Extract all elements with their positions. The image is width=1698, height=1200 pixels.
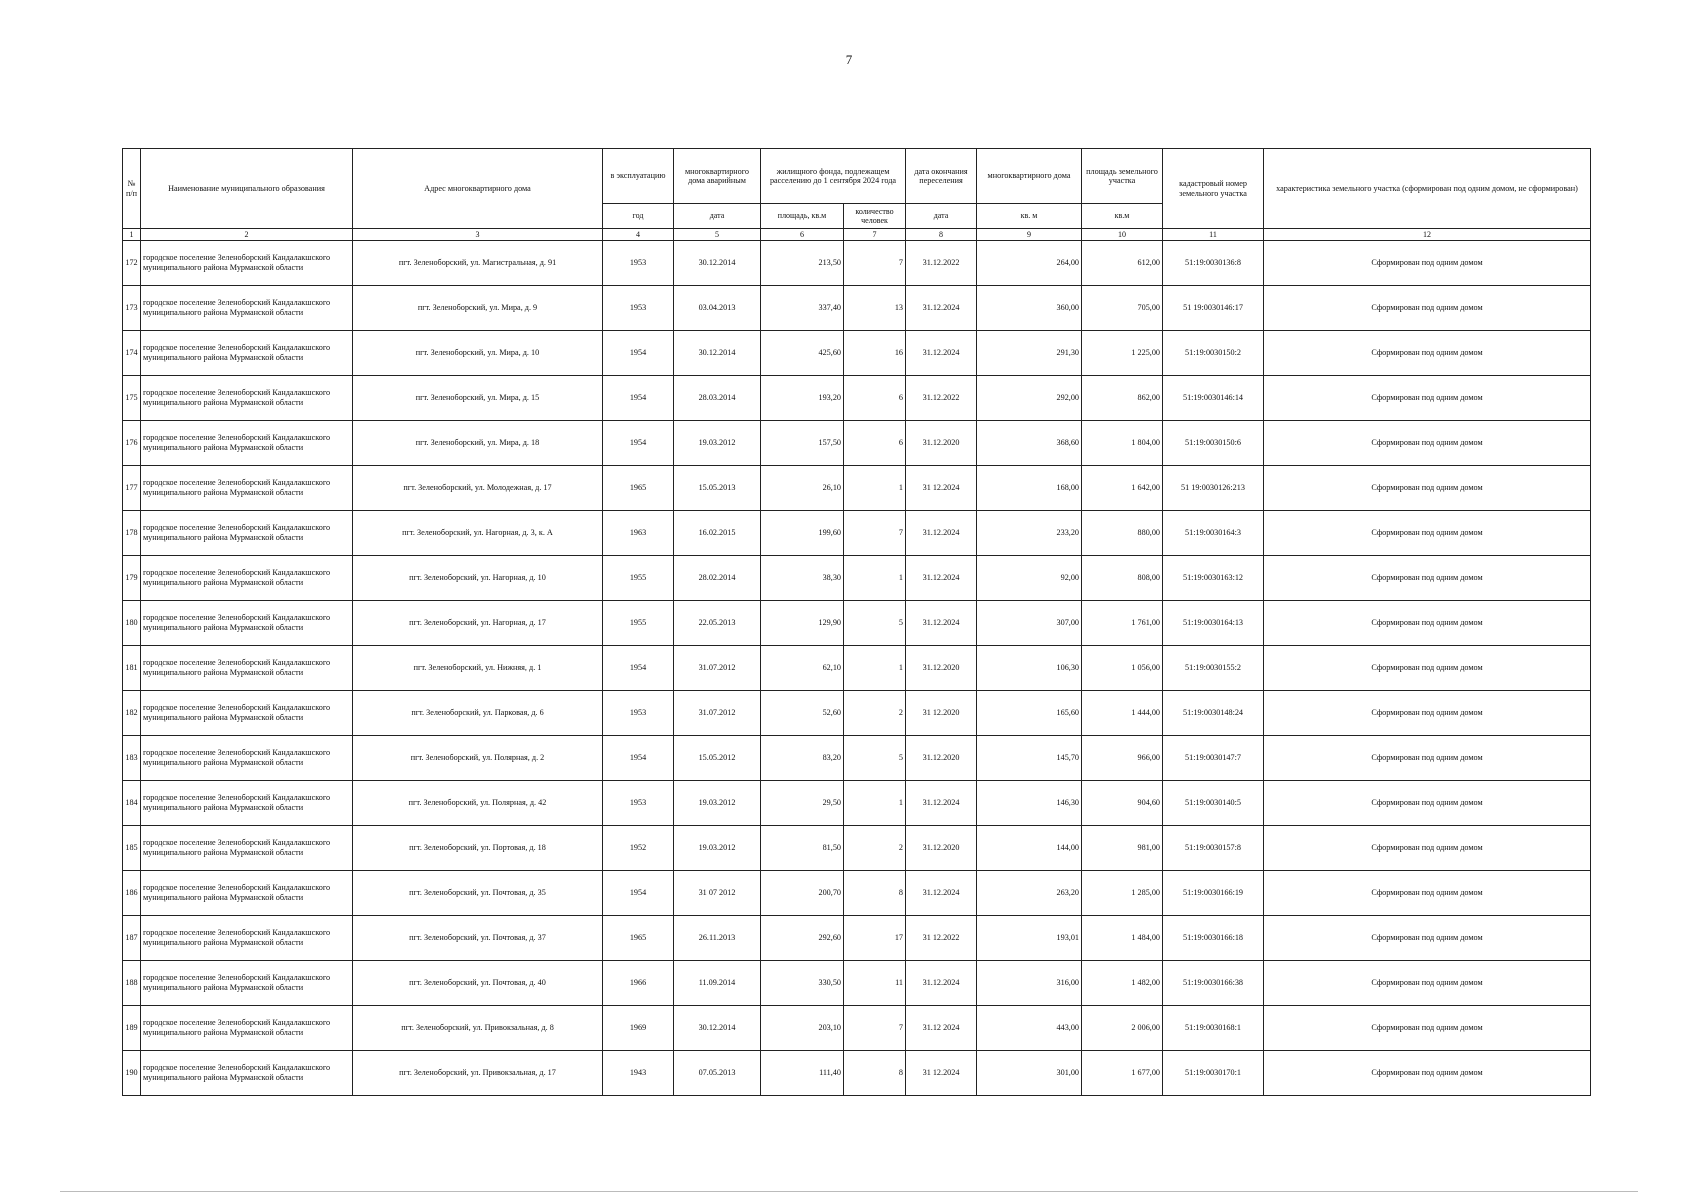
year-cell: 1966 bbox=[603, 961, 674, 1006]
table-row bbox=[123, 1006, 1591, 1051]
subheader-persons: количество человек bbox=[844, 204, 906, 229]
cadastral-number-cell: 51:19:0030140:5 bbox=[1163, 781, 1264, 826]
emergency-date-cell: 15.05.2013 bbox=[674, 466, 761, 511]
year-cell: 1965 bbox=[603, 916, 674, 961]
col-number: 9 bbox=[977, 229, 1082, 241]
table-row bbox=[123, 826, 1591, 871]
emergency-date-cell: 30.12.2014 bbox=[674, 1006, 761, 1051]
municipality-cell: городское поселение Зеленоборский Кандалакшского муниципального района Мурманской области bbox=[141, 556, 353, 601]
col-number: 1 bbox=[123, 229, 141, 241]
emergency-date-cell: 31.07.2012 bbox=[674, 691, 761, 736]
land-area-cell: 612,00 bbox=[1082, 241, 1163, 286]
land-characteristic-cell: Сформирован под одним домом bbox=[1264, 421, 1591, 466]
municipality-cell: городское поселение Зеленоборский Кандалакшского муниципального района Мурманской области bbox=[141, 646, 353, 691]
address-cell: пгт. Зеленоборский, ул. Полярная, д. 42 bbox=[353, 781, 603, 826]
cadastral-number-cell: 51:19:0030155:2 bbox=[1163, 646, 1264, 691]
emergency-date-cell: 07.05.2013 bbox=[674, 1051, 761, 1096]
municipality-cell: городское поселение Зеленоборский Кандалакшского муниципального района Мурманской области bbox=[141, 466, 353, 511]
header-end-date: дата окончания переселения bbox=[906, 149, 977, 204]
cadastral-number-cell: 51 19:0030126:213 bbox=[1163, 466, 1264, 511]
row-number: 182 bbox=[123, 691, 141, 736]
cadastral-number-cell: 51 19:0030146:17 bbox=[1163, 286, 1264, 331]
persons-cell: 1 bbox=[844, 466, 906, 511]
emergency-date-cell: 26.11.2013 bbox=[674, 916, 761, 961]
subheader-area: площадь, кв.м bbox=[761, 204, 844, 229]
land-area-cell: 904,60 bbox=[1082, 781, 1163, 826]
municipality-cell: городское поселение Зеленоборский Кандалакшского муниципального района Мурманской области bbox=[141, 511, 353, 556]
municipality-cell: городское поселение Зеленоборский Кандалакшского муниципального района Мурманской области bbox=[141, 916, 353, 961]
area-cell: 199,60 bbox=[761, 511, 844, 556]
address-cell: пгт. Зеленоборский, ул. Привокзальная, д. 8 bbox=[353, 1006, 603, 1051]
end-date-cell: 31.12.2020 bbox=[906, 736, 977, 781]
row-number: 186 bbox=[123, 871, 141, 916]
table-row bbox=[123, 376, 1591, 421]
persons-cell: 2 bbox=[844, 691, 906, 736]
persons-cell: 1 bbox=[844, 556, 906, 601]
land-area-cell: 862,00 bbox=[1082, 376, 1163, 421]
address-cell: пгт. Зеленоборский, ул. Почтовая, д. 40 bbox=[353, 961, 603, 1006]
header-resettlement: жилищного фонда, подлежащем расселению до 1 сентября 2024 года bbox=[761, 149, 906, 204]
land-characteristic-cell: Сформирован под одним домом bbox=[1264, 556, 1591, 601]
header-municipality: Наименование муниципального образования bbox=[141, 149, 353, 229]
municipality-cell: городское поселение Зеленоборский Кандалакшского муниципального района Мурманской области bbox=[141, 826, 353, 871]
row-number: 177 bbox=[123, 466, 141, 511]
municipality-cell: городское поселение Зеленоборский Кандалакшского муниципального района Мурманской области bbox=[141, 1006, 353, 1051]
table-row bbox=[123, 601, 1591, 646]
address-cell: пгт. Зеленоборский, ул. Почтовая, д. 37 bbox=[353, 916, 603, 961]
year-cell: 1955 bbox=[603, 556, 674, 601]
persons-cell: 13 bbox=[844, 286, 906, 331]
land-characteristic-cell: Сформирован под одним домом bbox=[1264, 871, 1591, 916]
municipality-cell: городское поселение Зеленоборский Кандалакшского муниципального района Мурманской области bbox=[141, 1051, 353, 1096]
address-cell: пгт. Зеленоборский, ул. Почтовая, д. 35 bbox=[353, 871, 603, 916]
row-number: 173 bbox=[123, 286, 141, 331]
house-area-cell: 301,00 bbox=[977, 1051, 1082, 1096]
land-area-cell: 1 484,00 bbox=[1082, 916, 1163, 961]
emergency-date-cell: 16.02.2015 bbox=[674, 511, 761, 556]
cadastral-number-cell: 51:19:0030166:38 bbox=[1163, 961, 1264, 1006]
cadastral-number-cell: 51:19:0030163:12 bbox=[1163, 556, 1264, 601]
house-area-cell: 145,70 bbox=[977, 736, 1082, 781]
area-cell: 83,20 bbox=[761, 736, 844, 781]
row-number: 184 bbox=[123, 781, 141, 826]
land-characteristic-cell: Сформирован под одним домом bbox=[1264, 241, 1591, 286]
table-row bbox=[123, 466, 1591, 511]
address-cell: пгт. Зеленоборский, ул. Привокзальная, д. 17 bbox=[353, 1051, 603, 1096]
house-area-cell: 443,00 bbox=[977, 1006, 1082, 1051]
year-cell: 1954 bbox=[603, 376, 674, 421]
area-cell: 292,60 bbox=[761, 916, 844, 961]
municipality-cell: городское поселение Зеленоборский Кандалакшского муниципального района Мурманской области bbox=[141, 601, 353, 646]
land-characteristic-cell: Сформирован под одним домом bbox=[1264, 601, 1591, 646]
area-cell: 26,10 bbox=[761, 466, 844, 511]
emergency-date-cell: 11.09.2014 bbox=[674, 961, 761, 1006]
persons-cell: 17 bbox=[844, 916, 906, 961]
emergency-date-cell: 15.05.2012 bbox=[674, 736, 761, 781]
col-number: 7 bbox=[844, 229, 906, 241]
header-address: Адрес многоквартирного дома bbox=[353, 149, 603, 229]
land-characteristic-cell: Сформирован под одним домом bbox=[1264, 1051, 1591, 1096]
land-characteristic-cell: Сформирован под одним домом bbox=[1264, 286, 1591, 331]
land-characteristic-cell: Сформирован под одним домом bbox=[1264, 916, 1591, 961]
address-cell: пгт. Зеленоборский, ул. Нижняя, д. 1 bbox=[353, 646, 603, 691]
municipality-cell: городское поселение Зеленоборский Кандалакшского муниципального района Мурманской области bbox=[141, 421, 353, 466]
cadastral-number-cell: 51:19:0030147:7 bbox=[1163, 736, 1264, 781]
end-date-cell: 31 12.2022 bbox=[906, 916, 977, 961]
land-area-cell: 1 482,00 bbox=[1082, 961, 1163, 1006]
row-number: 185 bbox=[123, 826, 141, 871]
year-cell: 1953 bbox=[603, 286, 674, 331]
area-cell: 38,30 bbox=[761, 556, 844, 601]
table-row bbox=[123, 871, 1591, 916]
municipality-cell: городское поселение Зеленоборский Кандалакшского муниципального района Мурманской области bbox=[141, 691, 353, 736]
house-area-cell: 360,00 bbox=[977, 286, 1082, 331]
table-row bbox=[123, 1051, 1591, 1096]
col-number: 5 bbox=[674, 229, 761, 241]
end-date-cell: 31 12.2024 bbox=[906, 1051, 977, 1096]
year-cell: 1954 bbox=[603, 736, 674, 781]
house-area-cell: 263,20 bbox=[977, 871, 1082, 916]
municipality-cell: городское поселение Зеленоборский Кандалакшского муниципального района Мурманской области bbox=[141, 961, 353, 1006]
table-row bbox=[123, 961, 1591, 1006]
row-number: 181 bbox=[123, 646, 141, 691]
land-area-cell: 981,00 bbox=[1082, 826, 1163, 871]
municipality-cell: городское поселение Зеленоборский Кандалакшского муниципального района Мурманской области bbox=[141, 286, 353, 331]
housing-register-table bbox=[122, 148, 1591, 1096]
table-row bbox=[123, 646, 1591, 691]
year-cell: 1955 bbox=[603, 601, 674, 646]
address-cell: пгт. Зеленоборский, ул. Парковая, д. 6 bbox=[353, 691, 603, 736]
end-date-cell: 31.12.2020 bbox=[906, 826, 977, 871]
end-date-cell: 31.12.2020 bbox=[906, 421, 977, 466]
table-row bbox=[123, 736, 1591, 781]
house-area-cell: 165,60 bbox=[977, 691, 1082, 736]
address-cell: пгт. Зеленоборский, ул. Магистральная, д. 91 bbox=[353, 241, 603, 286]
subheader-land-area: кв.м bbox=[1082, 204, 1163, 229]
column-number-row bbox=[123, 229, 1591, 241]
address-cell: пгт. Зеленоборский, ул. Мира, д. 9 bbox=[353, 286, 603, 331]
house-area-cell: 146,30 bbox=[977, 781, 1082, 826]
end-date-cell: 31.12 2024 bbox=[906, 1006, 977, 1051]
land-characteristic-cell: Сформирован под одним домом bbox=[1264, 826, 1591, 871]
persons-cell: 6 bbox=[844, 376, 906, 421]
end-date-cell: 31.12.2024 bbox=[906, 511, 977, 556]
subheader-date: дата bbox=[674, 204, 761, 229]
cadastral-number-cell: 51:19:0030146:14 bbox=[1163, 376, 1264, 421]
land-area-cell: 705,00 bbox=[1082, 286, 1163, 331]
area-cell: 52,60 bbox=[761, 691, 844, 736]
row-number: 174 bbox=[123, 331, 141, 376]
persons-cell: 5 bbox=[844, 601, 906, 646]
end-date-cell: 31.12.2024 bbox=[906, 961, 977, 1006]
col-number: 2 bbox=[141, 229, 353, 241]
end-date-cell: 31 12.2024 bbox=[906, 466, 977, 511]
house-area-cell: 307,00 bbox=[977, 601, 1082, 646]
emergency-date-cell: 03.04.2013 bbox=[674, 286, 761, 331]
table-row bbox=[123, 286, 1591, 331]
municipality-cell: городское поселение Зеленоборский Кандалакшского муниципального района Мурманской области bbox=[141, 376, 353, 421]
page-number: 7 bbox=[845, 52, 853, 67]
land-characteristic-cell: Сформирован под одним домом bbox=[1264, 376, 1591, 421]
row-number: 178 bbox=[123, 511, 141, 556]
land-characteristic-cell: Сформирован под одним домом bbox=[1264, 466, 1591, 511]
year-cell: 1969 bbox=[603, 1006, 674, 1051]
land-characteristic-cell: Сформирован под одним домом bbox=[1264, 691, 1591, 736]
end-date-cell: 31.12.2024 bbox=[906, 601, 977, 646]
persons-cell: 16 bbox=[844, 331, 906, 376]
table-row bbox=[123, 916, 1591, 961]
land-area-cell: 1 225,00 bbox=[1082, 331, 1163, 376]
cadastral-number-cell: 51:19:0030148:24 bbox=[1163, 691, 1264, 736]
area-cell: 193,20 bbox=[761, 376, 844, 421]
end-date-cell: 31.12.2024 bbox=[906, 331, 977, 376]
house-area-cell: 92,00 bbox=[977, 556, 1082, 601]
end-date-cell: 31.12.2024 bbox=[906, 871, 977, 916]
municipality-cell: городское поселение Зеленоборский Кандалакшского муниципального района Мурманской области bbox=[141, 331, 353, 376]
land-characteristic-cell: Сформирован под одним домом bbox=[1264, 961, 1591, 1006]
address-cell: пгт. Зеленоборский, ул. Нагорная, д. 17 bbox=[353, 601, 603, 646]
area-cell: 29,50 bbox=[761, 781, 844, 826]
area-cell: 425,60 bbox=[761, 331, 844, 376]
col-number: 12 bbox=[1264, 229, 1591, 241]
persons-cell: 7 bbox=[844, 241, 906, 286]
row-number: 187 bbox=[123, 916, 141, 961]
end-date-cell: 31.12.2022 bbox=[906, 376, 977, 421]
land-characteristic-cell: Сформирован под одним домом bbox=[1264, 1006, 1591, 1051]
row-number: 188 bbox=[123, 961, 141, 1006]
house-area-cell: 106,30 bbox=[977, 646, 1082, 691]
col-number: 4 bbox=[603, 229, 674, 241]
end-date-cell: 31.12.2024 bbox=[906, 781, 977, 826]
table-row bbox=[123, 556, 1591, 601]
cadastral-number-cell: 51:19:0030150:6 bbox=[1163, 421, 1264, 466]
year-cell: 1953 bbox=[603, 781, 674, 826]
land-area-cell: 2 006,00 bbox=[1082, 1006, 1163, 1051]
house-area-cell: 233,20 bbox=[977, 511, 1082, 556]
header-num: № п/п bbox=[123, 149, 141, 229]
persons-cell: 8 bbox=[844, 1051, 906, 1096]
land-area-cell: 1 761,00 bbox=[1082, 601, 1163, 646]
land-area-cell: 1 642,00 bbox=[1082, 466, 1163, 511]
year-cell: 1954 bbox=[603, 331, 674, 376]
municipality-cell: городское поселение Зеленоборский Кандалакшского муниципального района Мурманской области bbox=[141, 781, 353, 826]
row-number: 190 bbox=[123, 1051, 141, 1096]
land-area-cell: 1 285,00 bbox=[1082, 871, 1163, 916]
end-date-cell: 31.12.2024 bbox=[906, 286, 977, 331]
land-area-cell: 966,00 bbox=[1082, 736, 1163, 781]
header-land-char: характеристика земельного участка (сформирован под одним домом, не сформирован) bbox=[1264, 149, 1591, 229]
land-characteristic-cell: Сформирован под одним домом bbox=[1264, 331, 1591, 376]
row-number: 180 bbox=[123, 601, 141, 646]
cadastral-number-cell: 51:19:0030166:19 bbox=[1163, 871, 1264, 916]
address-cell: пгт. Зеленоборский, ул. Мира, д. 15 bbox=[353, 376, 603, 421]
row-number: 183 bbox=[123, 736, 141, 781]
col-number: 10 bbox=[1082, 229, 1163, 241]
emergency-date-cell: 28.02.2014 bbox=[674, 556, 761, 601]
area-cell: 157,50 bbox=[761, 421, 844, 466]
persons-cell: 5 bbox=[844, 736, 906, 781]
land-area-cell: 880,00 bbox=[1082, 511, 1163, 556]
area-cell: 62,10 bbox=[761, 646, 844, 691]
emergency-date-cell: 22.05.2013 bbox=[674, 601, 761, 646]
land-area-cell: 1 804,00 bbox=[1082, 421, 1163, 466]
col-number: 3 bbox=[353, 229, 603, 241]
end-date-cell: 31 12.2020 bbox=[906, 691, 977, 736]
persons-cell: 1 bbox=[844, 781, 906, 826]
area-cell: 81,50 bbox=[761, 826, 844, 871]
col-number: 6 bbox=[761, 229, 844, 241]
header-row bbox=[123, 149, 1591, 204]
municipality-cell: городское поселение Зеленоборский Кандалакшского муниципального района Мурманской области bbox=[141, 871, 353, 916]
row-number: 189 bbox=[123, 1006, 141, 1051]
page-bottom-line bbox=[60, 1191, 1638, 1192]
end-date-cell: 31.12.2024 bbox=[906, 556, 977, 601]
land-characteristic-cell: Сформирован под одним домом bbox=[1264, 781, 1591, 826]
area-cell: 111,40 bbox=[761, 1051, 844, 1096]
year-cell: 1965 bbox=[603, 466, 674, 511]
subheader-end-date: дата bbox=[906, 204, 977, 229]
year-cell: 1953 bbox=[603, 241, 674, 286]
col-number: 11 bbox=[1163, 229, 1264, 241]
row-number: 172 bbox=[123, 241, 141, 286]
persons-cell: 11 bbox=[844, 961, 906, 1006]
municipality-cell: городское поселение Зеленоборский Кандалакшского муниципального района Мурманской области bbox=[141, 736, 353, 781]
table-row bbox=[123, 421, 1591, 466]
persons-cell: 6 bbox=[844, 421, 906, 466]
row-number: 175 bbox=[123, 376, 141, 421]
area-cell: 203,10 bbox=[761, 1006, 844, 1051]
header-cadastral: кадастровый номер земельного участка bbox=[1163, 149, 1264, 229]
land-area-cell: 808,00 bbox=[1082, 556, 1163, 601]
end-date-cell: 31.12.2022 bbox=[906, 241, 977, 286]
address-cell: пгт. Зеленоборский, ул. Молодежная, д. 17 bbox=[353, 466, 603, 511]
municipality-cell: городское поселение Зеленоборский Кандалакшского муниципального района Мурманской области bbox=[141, 241, 353, 286]
area-cell: 213,50 bbox=[761, 241, 844, 286]
area-cell: 129,90 bbox=[761, 601, 844, 646]
row-number: 176 bbox=[123, 421, 141, 466]
house-area-cell: 264,00 bbox=[977, 241, 1082, 286]
area-cell: 337,40 bbox=[761, 286, 844, 331]
house-area-cell: 291,30 bbox=[977, 331, 1082, 376]
address-cell: пгт. Зеленоборский, ул. Мира, д. 10 bbox=[353, 331, 603, 376]
year-cell: 1952 bbox=[603, 826, 674, 871]
end-date-cell: 31.12.2020 bbox=[906, 646, 977, 691]
house-area-cell: 368,60 bbox=[977, 421, 1082, 466]
land-area-cell: 1 677,00 bbox=[1082, 1051, 1163, 1096]
header-emergency: многоквартирного дома аварийным bbox=[674, 149, 761, 204]
house-area-cell: 316,00 bbox=[977, 961, 1082, 1006]
emergency-date-cell: 30.12.2014 bbox=[674, 331, 761, 376]
address-cell: пгт. Зеленоборский, ул. Мира, д. 18 bbox=[353, 421, 603, 466]
row-number: 179 bbox=[123, 556, 141, 601]
cadastral-number-cell: 51:19:0030136:8 bbox=[1163, 241, 1264, 286]
area-cell: 330,50 bbox=[761, 961, 844, 1006]
house-area-cell: 168,00 bbox=[977, 466, 1082, 511]
persons-cell: 8 bbox=[844, 871, 906, 916]
emergency-date-cell: 19.03.2012 bbox=[674, 421, 761, 466]
year-cell: 1954 bbox=[603, 646, 674, 691]
house-area-cell: 193,01 bbox=[977, 916, 1082, 961]
address-cell: пгт. Зеленоборский, ул. Портовая, д. 18 bbox=[353, 826, 603, 871]
land-area-cell: 1 444,00 bbox=[1082, 691, 1163, 736]
cadastral-number-cell: 51:19:0030166:18 bbox=[1163, 916, 1264, 961]
cadastral-number-cell: 51:19:0030168:1 bbox=[1163, 1006, 1264, 1051]
year-cell: 1943 bbox=[603, 1051, 674, 1096]
land-characteristic-cell: Сформирован под одним домом bbox=[1264, 511, 1591, 556]
table-row bbox=[123, 691, 1591, 736]
cadastral-number-cell: 51:19:0030164:13 bbox=[1163, 601, 1264, 646]
emergency-date-cell: 19.03.2012 bbox=[674, 826, 761, 871]
table-row bbox=[123, 331, 1591, 376]
emergency-date-cell: 30.12.2014 bbox=[674, 241, 761, 286]
header-commissioning: в эксплуатацию bbox=[603, 149, 674, 204]
header-house-area: многоквартирного дома bbox=[977, 149, 1082, 204]
cadastral-number-cell: 51:19:0030170:1 bbox=[1163, 1051, 1264, 1096]
area-cell: 200,70 bbox=[761, 871, 844, 916]
land-characteristic-cell: Сформирован под одним домом bbox=[1264, 646, 1591, 691]
table-row bbox=[123, 241, 1591, 286]
emergency-date-cell: 31.07.2012 bbox=[674, 646, 761, 691]
col-number: 8 bbox=[906, 229, 977, 241]
address-cell: пгт. Зеленоборский, ул. Нагорная, д. 3, к. А bbox=[353, 511, 603, 556]
address-cell: пгт. Зеленоборский, ул. Полярная, д. 2 bbox=[353, 736, 603, 781]
cadastral-number-cell: 51:19:0030164:3 bbox=[1163, 511, 1264, 556]
house-area-cell: 292,00 bbox=[977, 376, 1082, 421]
land-area-cell: 1 056,00 bbox=[1082, 646, 1163, 691]
table-row bbox=[123, 511, 1591, 556]
subheader-house-area: кв. м bbox=[977, 204, 1082, 229]
emergency-date-cell: 28.03.2014 bbox=[674, 376, 761, 421]
table-row bbox=[123, 781, 1591, 826]
year-cell: 1953 bbox=[603, 691, 674, 736]
cadastral-number-cell: 51:19:0030157:8 bbox=[1163, 826, 1264, 871]
emergency-date-cell: 19.03.2012 bbox=[674, 781, 761, 826]
year-cell: 1954 bbox=[603, 871, 674, 916]
persons-cell: 7 bbox=[844, 511, 906, 556]
header-land-area: площадь земельного участка bbox=[1082, 149, 1163, 204]
persons-cell: 7 bbox=[844, 1006, 906, 1051]
cadastral-number-cell: 51:19:0030150:2 bbox=[1163, 331, 1264, 376]
year-cell: 1954 bbox=[603, 421, 674, 466]
persons-cell: 2 bbox=[844, 826, 906, 871]
house-area-cell: 144,00 bbox=[977, 826, 1082, 871]
emergency-date-cell: 31 07 2012 bbox=[674, 871, 761, 916]
persons-cell: 1 bbox=[844, 646, 906, 691]
land-characteristic-cell: Сформирован под одним домом bbox=[1264, 736, 1591, 781]
subheader-year: год bbox=[603, 204, 674, 229]
address-cell: пгт. Зеленоборский, ул. Нагорная, д. 10 bbox=[353, 556, 603, 601]
year-cell: 1963 bbox=[603, 511, 674, 556]
